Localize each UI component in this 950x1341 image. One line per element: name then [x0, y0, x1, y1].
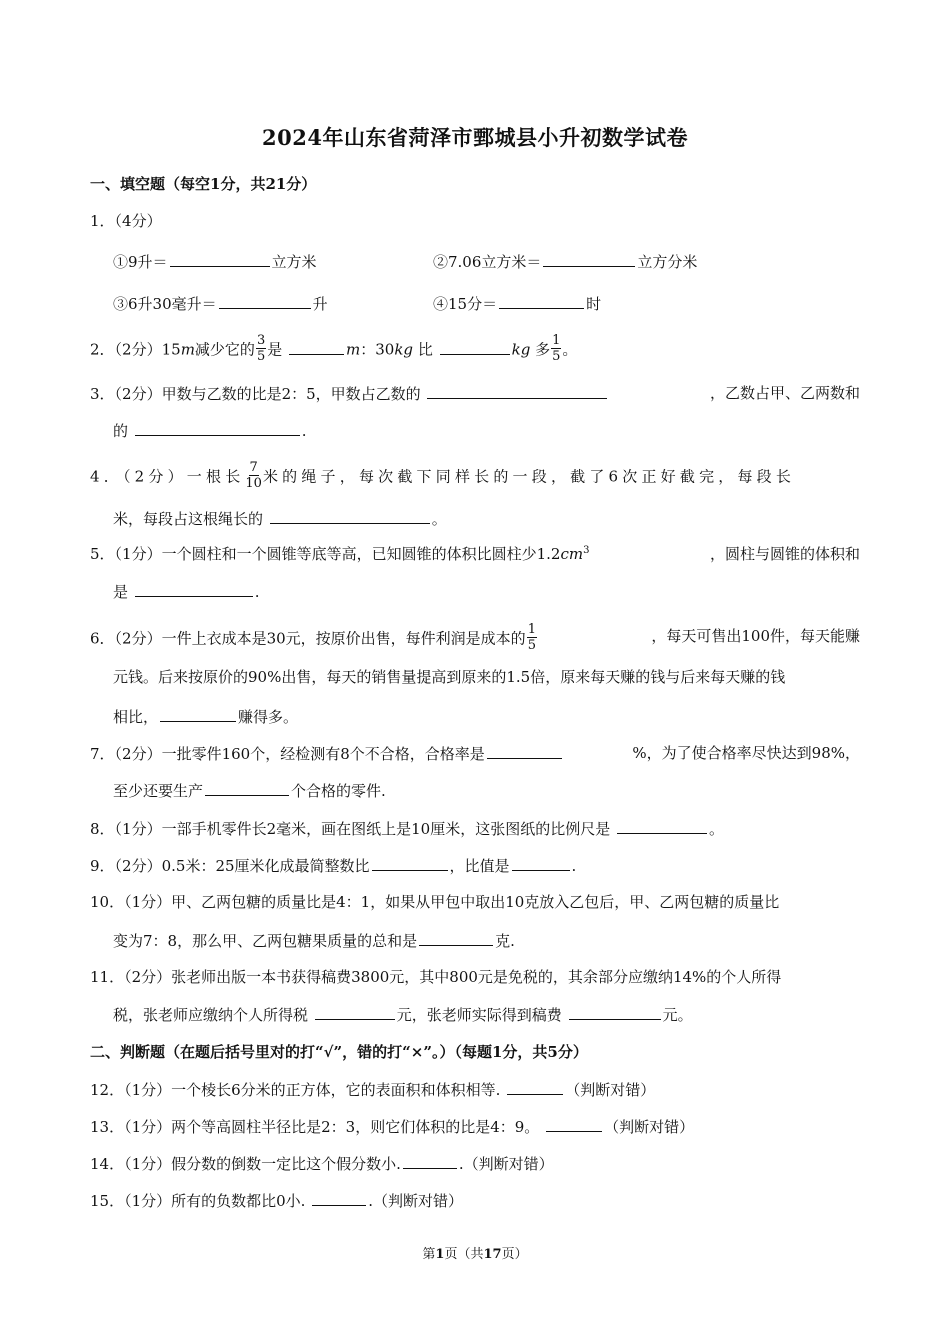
question-10-line-2	[113, 929, 883, 951]
q5-exponent: 3	[583, 545, 590, 556]
q8-blank[interactable]	[617, 817, 707, 834]
q6-f-num: 1	[527, 622, 536, 637]
question-2	[90, 333, 860, 365]
q1b-unit: 立方分米	[637, 253, 698, 271]
q3-blank-2[interactable]	[135, 419, 300, 436]
question-7-line-1	[90, 742, 860, 764]
q2-f1-num: 3	[256, 333, 266, 348]
q1c-blank[interactable]	[219, 292, 311, 309]
q8-text-1: 8．（1分）一部手机零件长2毫米，画在图纸上是10厘米，这张图纸的比例尺是	[90, 820, 611, 838]
q1d-blank[interactable]	[499, 292, 584, 309]
section-fill-in-blank: 一、填空题（每空1分，共21分）	[90, 175, 317, 193]
q6-text-3: 相比，	[113, 708, 159, 726]
question-13	[90, 1115, 860, 1137]
question-9	[90, 854, 860, 876]
q2-text-7: 。	[562, 340, 578, 359]
q3-blank-1[interactable]	[427, 382, 607, 399]
q5-blank[interactable]	[135, 580, 253, 597]
section-true-false: 二、判断题（在题后括号里对的打“√”，错的打“×”。）（每题1分，共5分）	[90, 1043, 588, 1061]
question-1-head: 1．（4分）	[90, 212, 162, 230]
footer-total-pages: 17	[483, 1247, 502, 1262]
question-4-line-1	[90, 460, 860, 492]
question-10-line-1: 10．（1分）甲、乙两包糖的质量比是4：1，如果从甲包中取出10克放入乙包后，甲、乙两包糖的质量比	[90, 893, 780, 911]
q11-blank-2[interactable]	[569, 1003, 661, 1020]
question-8	[90, 817, 860, 839]
q1c-unit: 升	[312, 295, 328, 313]
q14-blank[interactable]	[403, 1152, 457, 1169]
q9-blank-1[interactable]	[372, 854, 448, 871]
q13-text: 13．（1分）两个等高圆柱半径比是2：3，则它们体积的比是4：9。	[90, 1118, 540, 1136]
q1a-text: ①9升＝	[113, 253, 168, 271]
q5-text-2: ，圆柱与圆锥的体积和	[709, 545, 860, 563]
q13-judge-label: （判断对错）	[604, 1118, 695, 1136]
q2-blank-1[interactable]	[289, 338, 344, 355]
q15-text: 15．（1分）所有的负数都比0小.	[90, 1192, 306, 1210]
q12-text: 12．（1分）一个棱长6分米的正方体，它的表面积和体积相等.	[90, 1081, 501, 1099]
q12-judge-label: （判断对错）	[565, 1081, 656, 1099]
q10-text-2: 克.	[495, 932, 515, 950]
q6-blank[interactable]	[160, 705, 236, 722]
page-footer	[0, 1243, 950, 1262]
q1b-text: ②7.06立方米＝	[433, 253, 542, 271]
q3-text-1: 3．（2分）甲数与乙数的比是2：5，甲数占乙数的	[90, 385, 421, 403]
q1a-blank[interactable]	[170, 250, 270, 267]
footer-middle: 页（共	[444, 1247, 484, 1262]
question-4-line-2	[113, 507, 883, 529]
q7-text-1: 7．（2分）一批零件160个，经检测有8个不合格，合格率是	[90, 745, 485, 763]
question-11-line-1: 11．（2分）张老师出版一本书获得稿费3800元，其中800元是免税的，其余部分应缴纳14%的个人所得	[90, 968, 782, 986]
q5-text-4: .	[254, 583, 260, 601]
q10-text-1: 变为7：8，那么甲、乙两包糖果质量的总和是	[113, 932, 418, 950]
question-3-line-1	[90, 382, 860, 404]
q4-text-1: 4．（2分）一根长	[90, 467, 245, 486]
q15-judge-label: .（判断对错）	[368, 1192, 464, 1210]
q2-text-2: 减少它的	[194, 340, 255, 359]
q11-text-2: 元，张老师实际得到稿费	[396, 1006, 562, 1024]
q4-text-4: 。	[431, 510, 447, 528]
q2-f1-den: 5	[256, 349, 266, 364]
q1b-blank[interactable]	[543, 250, 635, 267]
q2-unit-m2: m	[346, 340, 361, 359]
question-7-line-2	[113, 779, 883, 801]
q4-fraction	[245, 461, 262, 490]
q1d-unit: 时	[586, 295, 602, 313]
q2-unit-kg2: kg	[511, 340, 531, 359]
q11-text-3: 元。	[662, 1006, 693, 1024]
question-1-c	[113, 292, 413, 314]
question-6-line-1	[90, 622, 860, 654]
q2-unit-kg: kg	[394, 340, 414, 359]
q1d-text: ④15分＝	[433, 295, 498, 313]
q15-blank[interactable]	[312, 1189, 366, 1206]
footer-suffix: 页）	[501, 1247, 528, 1262]
q7-text-2: %，为了使合格率尽快达到98%，	[632, 744, 860, 762]
q11-blank-1[interactable]	[315, 1003, 395, 1020]
q2-text-5: 比	[417, 340, 433, 359]
q10-blank[interactable]	[419, 929, 493, 946]
q9-text-2: ，比值是	[449, 857, 510, 875]
q2-text-6: 多	[535, 340, 551, 359]
q3-text-4: .	[301, 422, 307, 440]
q6-f-den: 5	[527, 638, 536, 653]
q2-f2-den: 5	[552, 349, 561, 364]
page-title: 2024年山东省菏泽市鄄城县小升初数学试卷	[262, 125, 688, 150]
q4-blank[interactable]	[270, 507, 430, 524]
q3-text-3: 的	[113, 422, 129, 440]
q4-text-3: 米，每段占这根绳长的	[113, 510, 264, 528]
q3-text-2: ，乙数占甲、乙两数和	[709, 384, 860, 402]
question-12	[90, 1078, 860, 1100]
q6-text-2: ，每天可售出100件，每天能赚	[651, 627, 860, 645]
question-15	[90, 1189, 860, 1211]
q7-text-4: 个合格的零件.	[291, 782, 386, 800]
q6-fraction	[527, 623, 537, 652]
q2-blank-2[interactable]	[440, 338, 510, 355]
q6-text-1: 6．（2分）一件上衣成本是30元，按原价出售，每件利润是成本的	[90, 629, 526, 648]
footer-prefix: 第	[422, 1247, 436, 1262]
question-5-line-1	[90, 543, 860, 564]
q13-blank[interactable]	[546, 1115, 602, 1132]
question-6-line-2: 元钱。后来按原价的90%出售，每天的销售量提高到原来的1.5倍，原来每天赚的钱与后来每天赚的钱	[113, 668, 786, 686]
question-5-line-2	[113, 580, 883, 602]
q12-blank[interactable]	[507, 1078, 563, 1095]
q14-judge-label: .（判断对错）	[458, 1155, 554, 1173]
question-1-d	[433, 292, 763, 314]
q4-f-den: 10	[245, 476, 262, 491]
question-1-a	[113, 250, 413, 272]
q9-text-3: .	[571, 857, 577, 875]
q2-unit-m: m	[180, 340, 195, 359]
q4-text-2: 米的绳子，每次截下同样长的一段，截了6次正好截完，每段长	[262, 467, 796, 486]
question-14	[90, 1152, 860, 1174]
q8-text-2: 。	[709, 820, 725, 838]
q2-fraction-1	[256, 334, 266, 363]
q1c-text: ③6升30毫升＝	[113, 295, 217, 313]
q2-f2-num: 1	[552, 333, 561, 348]
q6-text-4: 赚得多。	[238, 708, 299, 726]
q2-text-3: 是	[267, 340, 283, 359]
question-3-line-2	[113, 419, 883, 441]
question-11-line-2	[113, 1003, 883, 1025]
q5-text-3: 是	[113, 583, 129, 601]
q9-blank-2[interactable]	[512, 854, 570, 871]
question-6-line-3	[113, 705, 883, 727]
q5-unit-cm: cm	[560, 545, 584, 563]
q5-text-1: 5．（1分）一个圆柱和一个圆锥等底等高，已知圆锥的体积比圆柱少1.2	[90, 545, 561, 563]
q2-fraction-2	[551, 334, 561, 363]
q4-f-num: 7	[249, 460, 258, 475]
q2-text-1: 2．（2分）15	[90, 340, 181, 359]
q7-blank-1[interactable]	[487, 742, 562, 759]
q1a-unit: 立方米	[271, 253, 317, 271]
footer-page-number: 1	[435, 1247, 445, 1262]
q7-blank-2[interactable]	[205, 779, 289, 796]
q2-text-4: ：30	[360, 340, 395, 359]
q7-text-3: 至少还要生产	[113, 782, 204, 800]
q14-text: 14．（1分）假分数的倒数一定比这个假分数小.	[90, 1155, 401, 1173]
question-1-b	[433, 250, 763, 272]
q11-text-1: 税，张老师应缴纳个人所得税	[113, 1006, 309, 1024]
q9-text-1: 9．（2分）0.5米：25厘米化成最简整数比	[90, 857, 370, 875]
